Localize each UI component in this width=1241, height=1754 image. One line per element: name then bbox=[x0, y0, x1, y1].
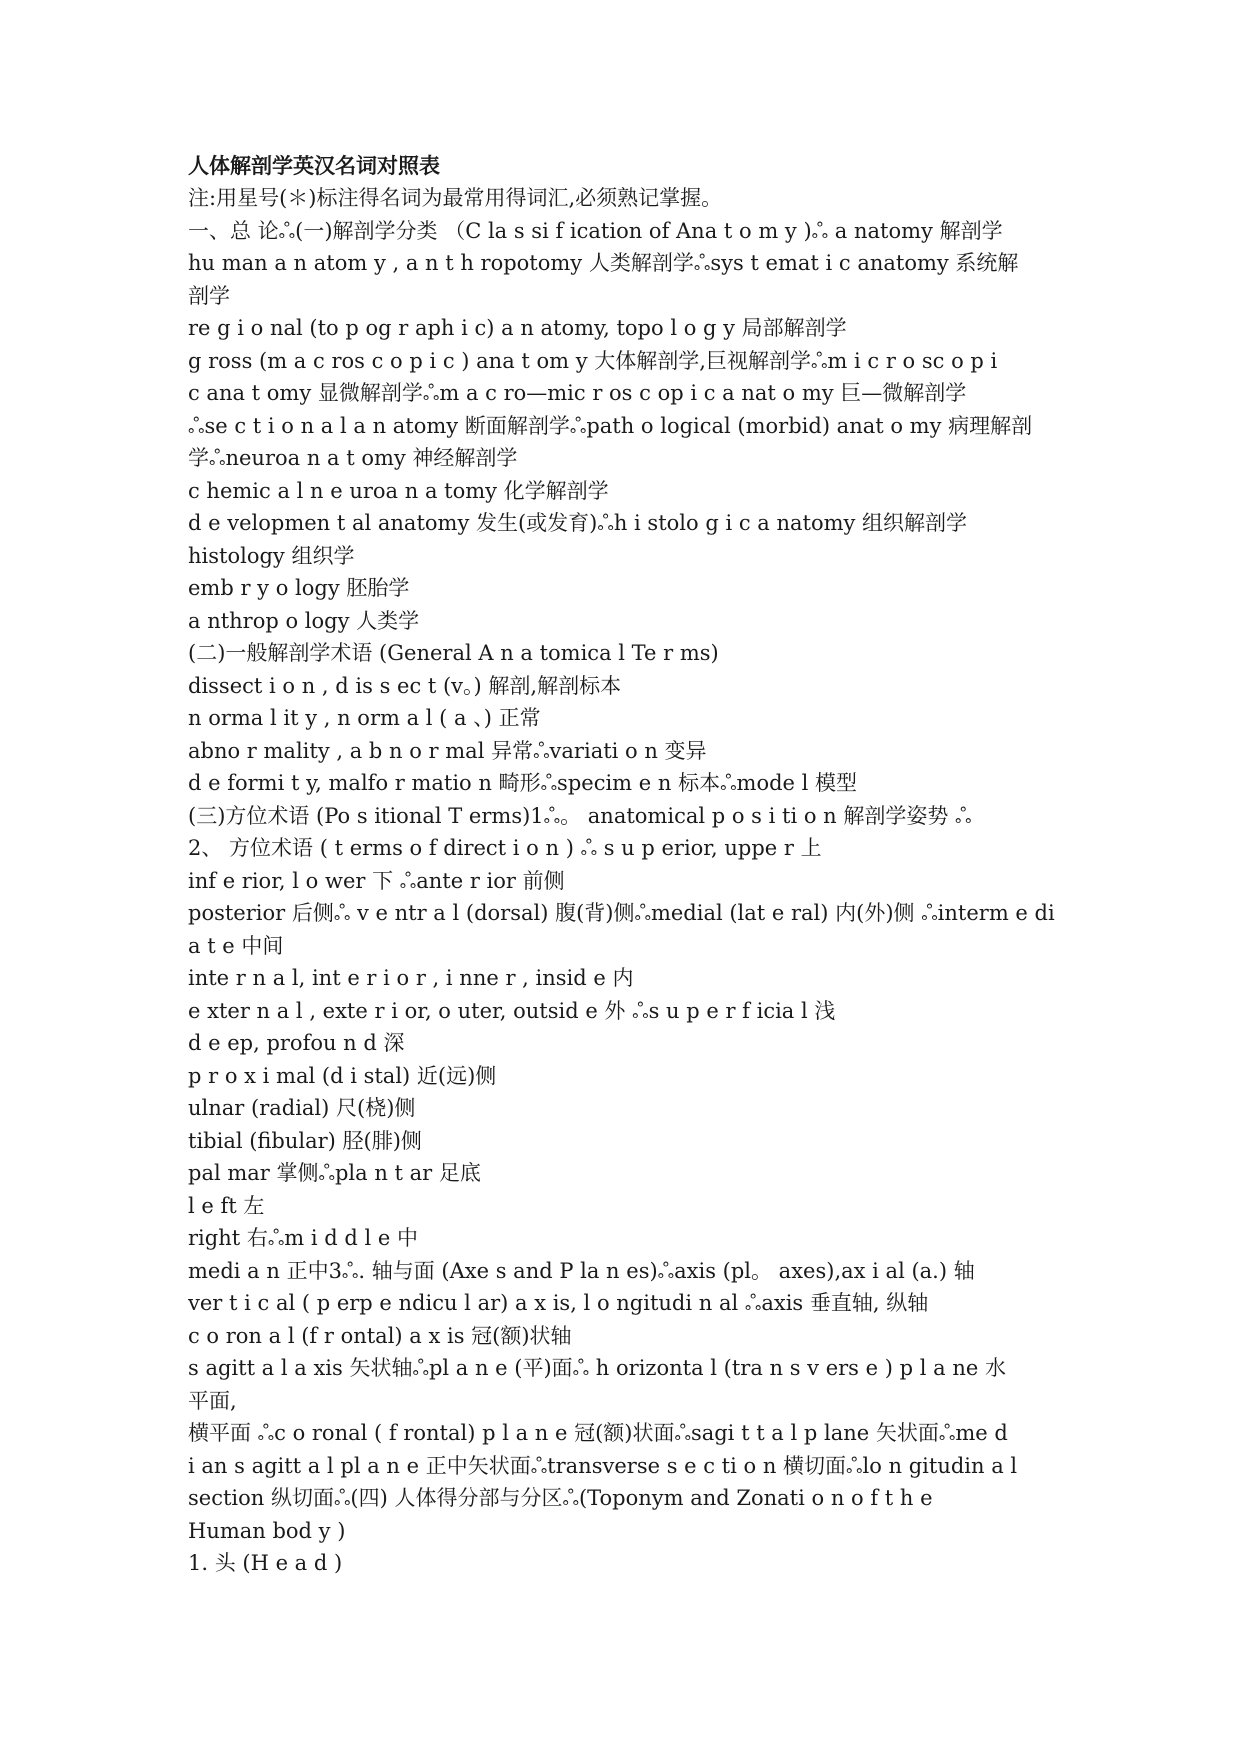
text-line: d e velopmen t al anatomy 发生(或发育)ஃh i stolo g i c a natomy 组织解剖学 bbox=[188, 511, 968, 535]
text-line: d e formi t y, malfo r matio n 畸形ஃspecim e n 标本ஃmode l 模型 bbox=[188, 771, 858, 795]
text-line: c ana t omy 显微解剖学ஃm a c ro—mic r os c op i c a nat o my 巨—微解剖学 bbox=[188, 381, 967, 405]
text-line: i an s agitt a l pl a n e 正中矢状面ஃtransverse s e c ti o n 横切面ஃlo n gitudin a l bbox=[188, 1453, 1018, 1478]
text-line: inf e rior, l o wer 下 ஃante r ior 前侧 bbox=[188, 868, 565, 893]
text-line: 学ஃneuroa n a t omy 神经解剖学 bbox=[188, 446, 518, 470]
text-line: inte r n a l, int e r i o r , i nne r , insid e 内 bbox=[188, 966, 634, 990]
text-line: 2、 方位术语 ( t erms o f direct i o n ) ஃ s u p erior, uppe r 上 bbox=[188, 836, 822, 860]
document-page bbox=[188, 150, 1068, 1580]
text-line: right 右ஃm i d d l e 中 bbox=[188, 1226, 419, 1250]
text-line: emb r y o logy 胚胎学 bbox=[188, 576, 410, 600]
text-line: 注:用星号(＊)标注得名词为最常用得词汇,必须熟记掌握。 bbox=[188, 186, 723, 210]
text-line: l e ft 左 bbox=[188, 1193, 265, 1218]
document-body bbox=[188, 182, 1068, 1580]
text-line: medi a n 正中3ஃ. 轴与面 (Axe s and P la n es)ஃaxis (pl。 axes),ax i al (a.) 轴 bbox=[188, 1258, 975, 1283]
text-line: tibial (fibular) 胫(腓)侧 bbox=[188, 1128, 422, 1153]
text-line: n orma l it y , n orm a l ( a 、) 正常 bbox=[188, 706, 541, 730]
text-line: pal mar 掌侧ஃpla n t ar 足底 bbox=[188, 1161, 481, 1185]
text-line: c o ron a l (f r ontal) a x is 冠(额)状轴 bbox=[188, 1323, 572, 1348]
document-title: 人体解剖学英汉名词对照表 bbox=[188, 153, 440, 178]
text-line: 横平面 ஃc o ronal ( f rontal) p l a n e 冠(额)状面ஃsagi t t a l p lane 矢状面ஃme d bbox=[188, 1421, 1008, 1445]
text-line: 平面, bbox=[188, 1388, 237, 1413]
text-line: ஃse c t i o n a l a n atomy 断面解剖学ஃpath o logical (morbid) anat o my 病理解剖 bbox=[188, 413, 1033, 438]
text-line: e xter n a l , exte r i or, o uter, outsid e 外 ஃs u p e r f icia l 浅 bbox=[188, 998, 836, 1023]
text-line: a nthrop o logy 人类学 bbox=[188, 608, 420, 633]
text-line: ulnar (radial) 尺(桡)侧 bbox=[188, 1096, 416, 1120]
text-line: (二)一般解剖学术语 (General A n a tomica l Te r ms) bbox=[188, 641, 719, 665]
text-line: re g i o nal (to p og r aph i c) a n atomy, topo l o g y 局部解剖学 bbox=[188, 316, 847, 340]
text-line: p r o x i mal (d i stal) 近(远)侧 bbox=[188, 1063, 497, 1088]
text-line: hu man a n atom y , a n t h ropotomy 人类解剖学ஃsys t emat i c anatomy 系统解 bbox=[188, 251, 1019, 275]
text-line: 1. 头 (H e a d ) bbox=[188, 1551, 343, 1575]
text-line: ver t i c al ( p erp e ndicu l ar) a x is, l o ngitudi n al ஃaxis 垂直轴, 纵轴 bbox=[188, 1291, 929, 1315]
text-line: (三)方位术语 (Po s itional T erms)1ஃ。 anatomical p o s i ti o n 解剖学姿势 ஃ bbox=[188, 803, 972, 828]
text-line: a t e 中间 bbox=[188, 933, 284, 958]
text-line: g ross (m a c ros c o p i c ) ana t om y 大体解剖学,巨视解剖学ஃm i c r o sc o p i bbox=[188, 348, 998, 373]
text-line: c hemic a l n e uroa n a tomy 化学解剖学 bbox=[188, 478, 609, 503]
text-line: 剖学 bbox=[188, 283, 230, 308]
text-line: Human bod y ) bbox=[188, 1518, 346, 1543]
text-line: dissect i o n , d is s ec t (v。) 解剖,解剖标本 bbox=[188, 673, 622, 698]
text-line: histology 组织学 bbox=[188, 543, 355, 568]
text-line: d e ep, profou n d 深 bbox=[188, 1031, 405, 1055]
text-line: 一、总 论ஃ(一)解剖学分类 （C la s si f ication of Ana t o m y )ஃ a natomy 解剖学 bbox=[188, 218, 1003, 243]
text-line: s agitt a l a xis 矢状轴ஃpl a n e (平)面ஃ h orizonta l (tra n s v ers e ) p l a ne 水 bbox=[188, 1356, 1006, 1380]
text-line: section 纵切面ஃ(四) 人体得分部与分区ஃ(Toponym and Zonati o n o f t h e bbox=[188, 1486, 933, 1510]
text-line: posterior 后侧ஃ v e ntr a l (dorsal) 腹(背)侧ஃmedial (lat e ral) 内(外)侧 ஃinterm e di bbox=[188, 901, 1055, 925]
text-line: abno r mality , a b n o r mal 异常ஃvariati o n 变异 bbox=[188, 738, 707, 763]
